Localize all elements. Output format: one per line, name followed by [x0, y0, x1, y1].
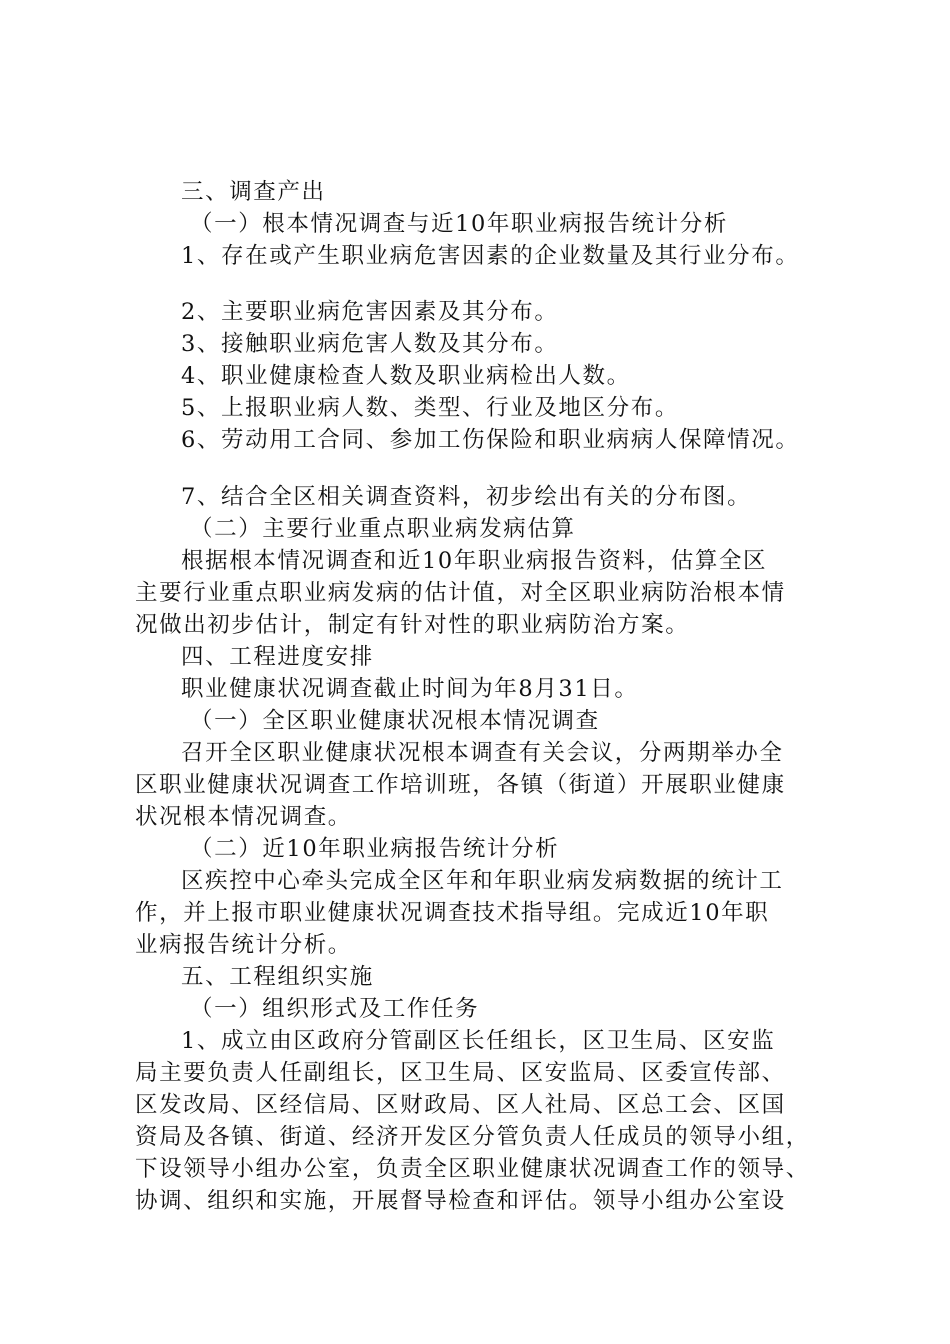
list-item: 4、职业健康检查人数及职业病检出人数。	[181, 363, 631, 389]
list-item: 7、结合全区相关调查资料，初步绘出有关的分布图。	[181, 484, 752, 510]
paragraph-line: 下设领导小组办公室，负责全区职业健康状况调查工作的领导、	[135, 1156, 810, 1182]
section-heading-4: 四、工程进度安排	[181, 644, 374, 670]
list-item: 2、主要职业病危害因素及其分布。	[181, 299, 559, 325]
paragraph-line: 协调、组织和实施，开展督导检查和评估。领导小组办公室设	[135, 1188, 786, 1214]
paragraph-line: 状况根本情况调查。	[135, 804, 352, 830]
paragraph-line: 1、成立由区政府分管副区长任组长，区卫生局、区安监	[181, 1028, 776, 1054]
section-heading-5: 五、工程组织实施	[181, 964, 374, 990]
subsection-heading: （一）根本情况调查与近10年职业病报告统计分析	[190, 211, 728, 237]
paragraph-line: 主要行业重点职业病发病的估计值，对全区职业病防治根本情	[135, 580, 786, 606]
list-item: 6、劳动用工合同、参加工伤保险和职业病病人保障情况。	[181, 427, 800, 453]
subsection-heading: （一）组织形式及工作任务	[190, 996, 480, 1022]
paragraph-line: 区职业健康状况调查工作培训班，各镇（街道）开展职业健康	[135, 772, 786, 798]
subsection-heading: （一）全区职业健康状况根本情况调查	[190, 708, 600, 734]
paragraph-line: 区疾控中心牵头完成全区年和年职业病发病数据的统计工	[181, 868, 784, 894]
subsection-heading: （二）近10年职业病报告统计分析	[190, 836, 560, 862]
paragraph-line: 况做出初步估计，制定有针对性的职业病防治方案。	[135, 612, 690, 638]
paragraph-line: 职业健康状况调查截止时间为年8月31日。	[181, 676, 639, 702]
paragraph-line: 根据根本情况调查和近10年职业病报告资料，估算全区	[181, 548, 768, 574]
paragraph-line: 业病报告统计分析。	[135, 932, 352, 958]
list-item: 3、接触职业病危害人数及其分布。	[181, 331, 559, 357]
list-item: 1、存在或产生职业病危害因素的企业数量及其行业分布。	[181, 243, 800, 269]
paragraph-line: 局主要负责人任副组长，区卫生局、区安监局、区委宣传部、	[135, 1060, 786, 1086]
paragraph-line: 召开全区职业健康状况根本调查有关会议，分两期举办全	[181, 740, 784, 766]
paragraph-line: 作，并上报市职业健康状况调查技术指导组。完成近10年职	[135, 900, 770, 926]
section-heading-3: 三、调查产出	[181, 179, 326, 205]
paragraph-line: 资局及各镇、街道、经济开发区分管负责人任成员的领导小组，	[135, 1124, 810, 1150]
paragraph-line: 区发改局、区经信局、区财政局、区人社局、区总工会、区国	[135, 1092, 786, 1118]
subsection-heading: （二）主要行业重点职业病发病估算	[190, 516, 576, 542]
list-item: 5、上报职业病人数、类型、行业及地区分布。	[181, 395, 679, 421]
